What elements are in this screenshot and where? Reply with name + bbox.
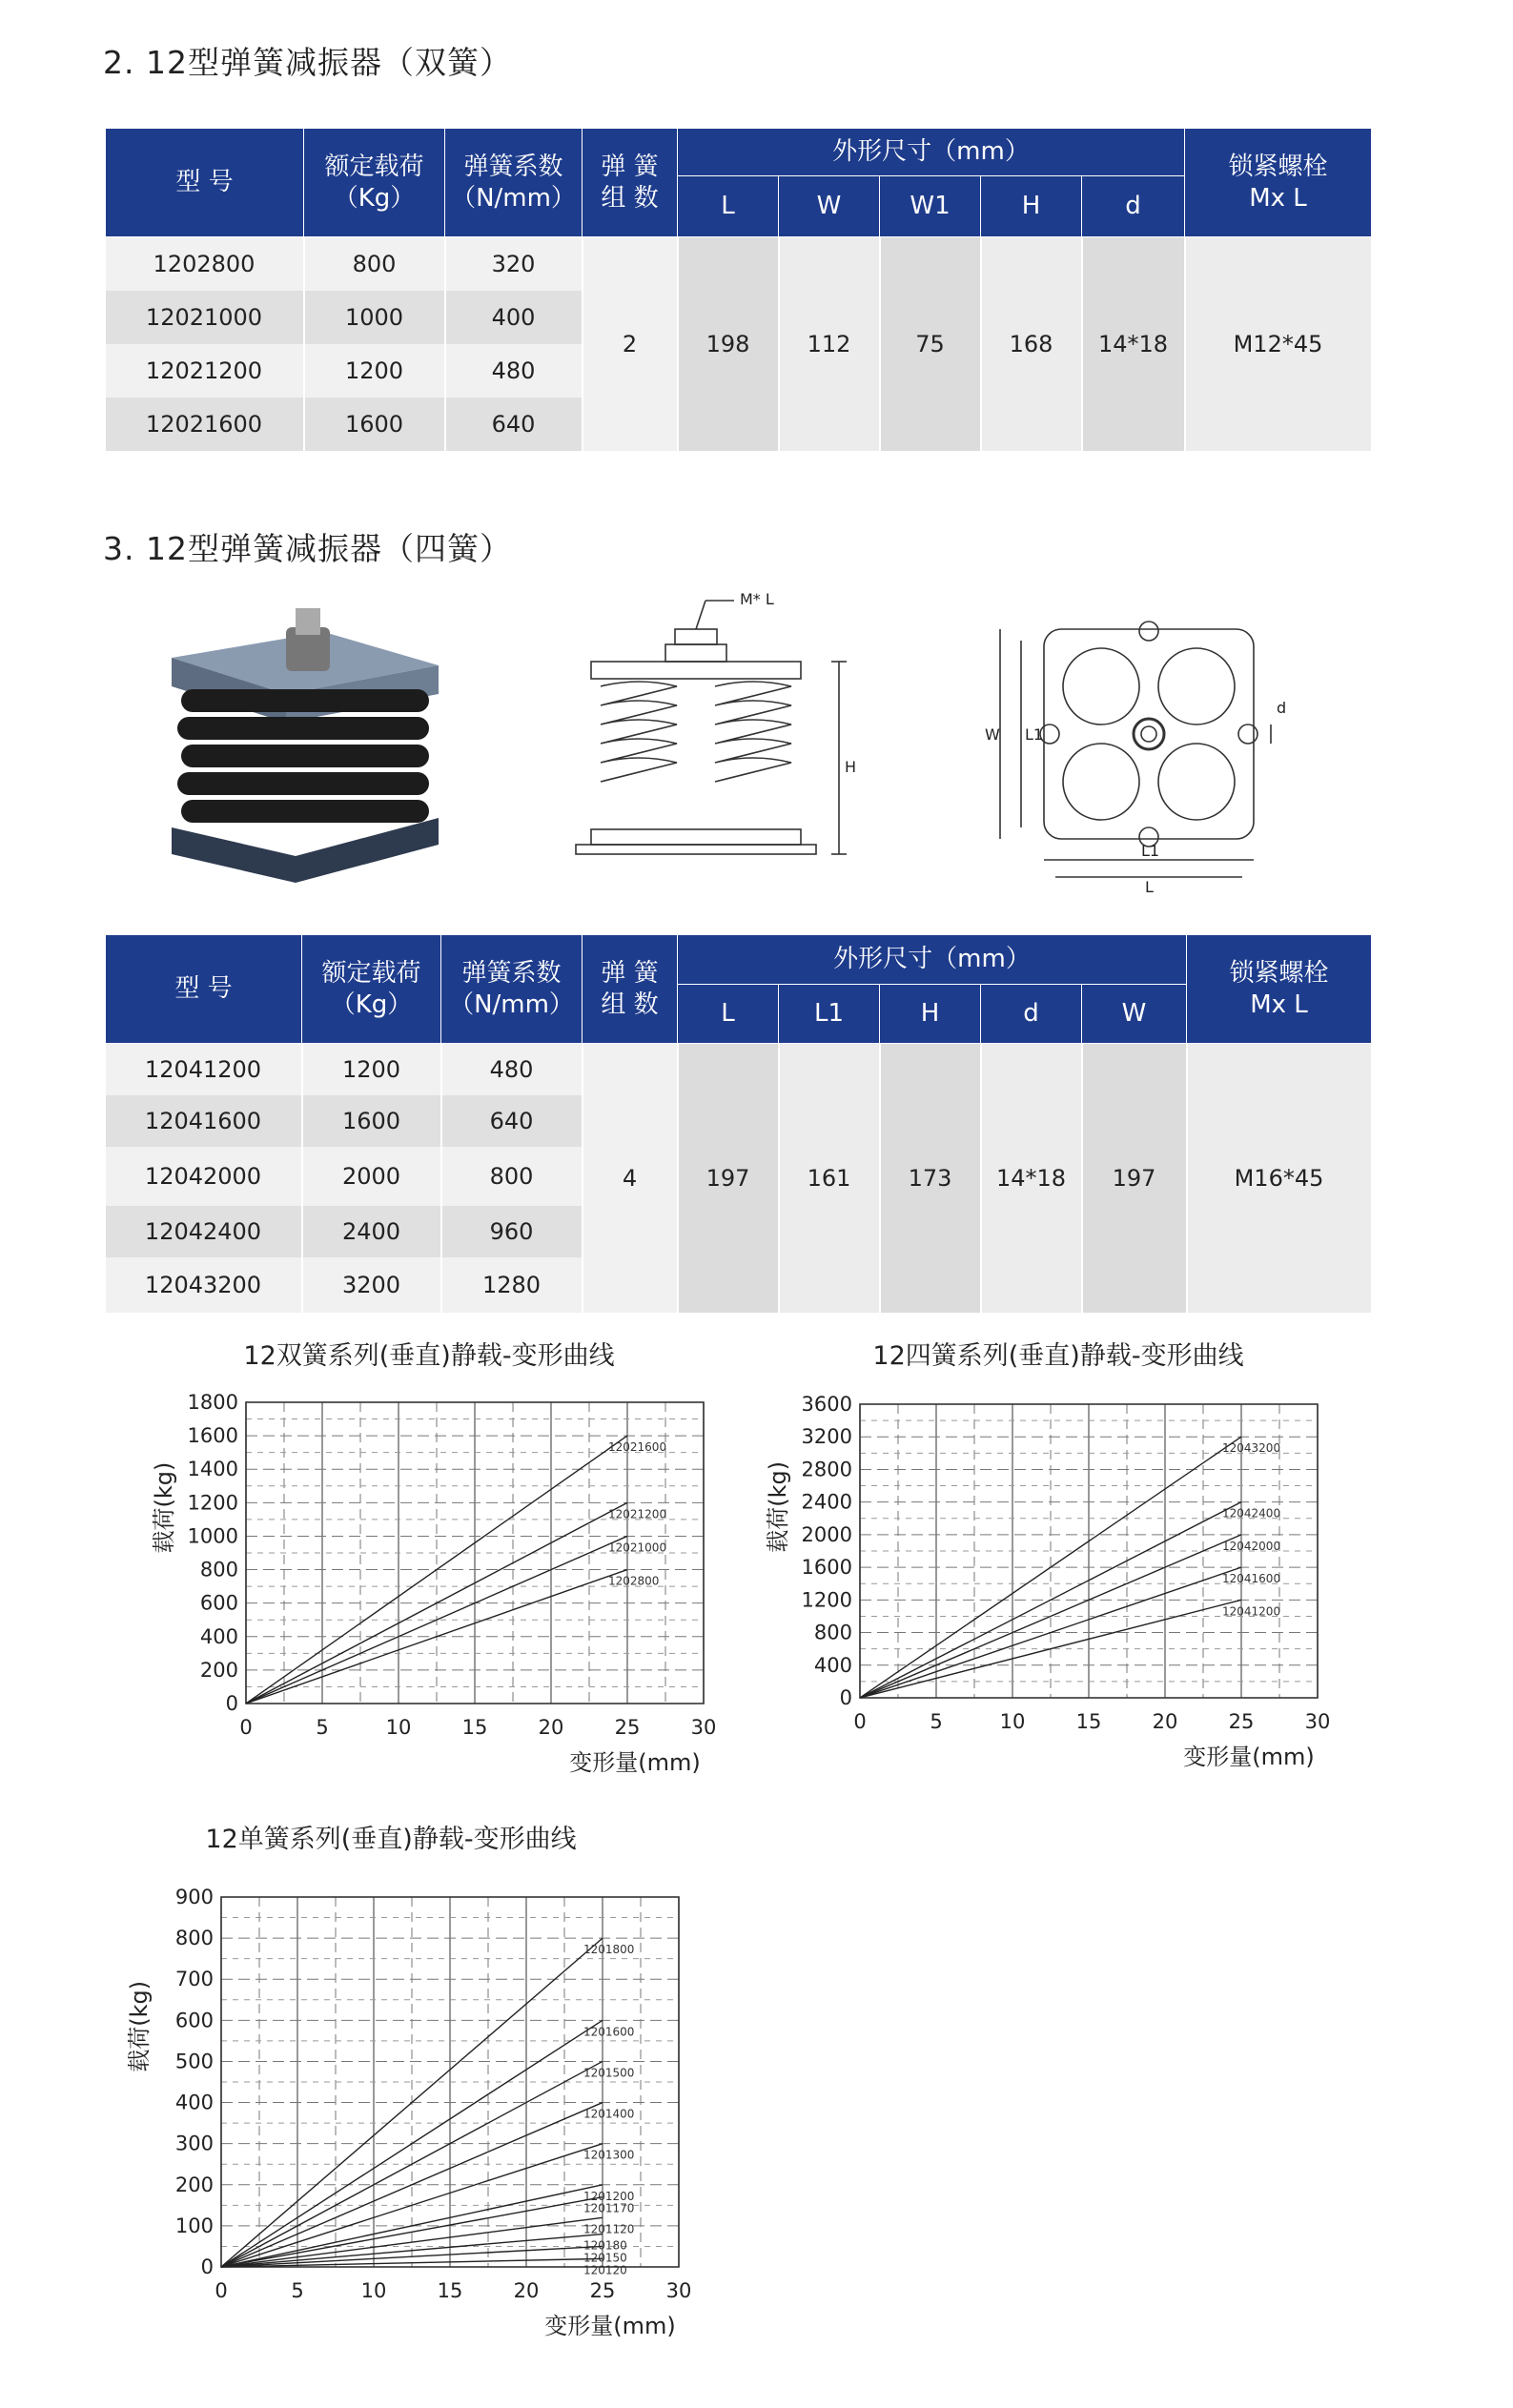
group-header: 弹 簧 组 数: [583, 935, 678, 1044]
rate-cell: 1280: [441, 1257, 583, 1313]
y-tick-label: 500: [174, 2050, 214, 2073]
model-cell: 12042000: [106, 1147, 302, 1206]
x-tick-label: 30: [665, 2279, 692, 2302]
series-label: 12042000: [1222, 1539, 1281, 1553]
x-tick-label: 15: [461, 1716, 488, 1739]
y-axis-label: 载荷(kg): [126, 1980, 153, 2072]
model-cell: 12021600: [106, 398, 304, 451]
x-tick-label: 5: [930, 1710, 943, 1733]
single-spring-chart: [114, 1811, 725, 2374]
model-cell: 12021000: [106, 291, 304, 344]
bolt-header: [1185, 129, 1372, 237]
load-header-label: 额定载荷: [321, 959, 421, 988]
y-tick-label: 900: [174, 1886, 214, 1908]
model-cell: 1202800: [106, 237, 304, 291]
section2-spec-table: [105, 128, 1373, 451]
y-tick-label: 0: [200, 2255, 214, 2278]
model-cell: 12041200: [106, 1044, 302, 1095]
y-tick-label: 1400: [187, 1458, 238, 1481]
y-tick-label: 3600: [801, 1393, 852, 1416]
load-cell: 1600: [302, 1095, 441, 1147]
load-cell: 1200: [304, 344, 445, 398]
l1-side-label: L1: [1025, 725, 1044, 744]
y-tick-label: 400: [174, 2091, 214, 2114]
load-header: [304, 129, 445, 237]
series-label: 1202800: [608, 1574, 660, 1588]
dim-col-header: L: [678, 176, 779, 237]
bolt-header: [1187, 935, 1372, 1044]
dim-col-header: W1: [880, 176, 981, 237]
model-header: 型 号: [106, 935, 302, 1044]
rate-header-unit: （N/mm）: [451, 183, 576, 213]
model-cell: 12021200: [106, 344, 304, 398]
spring-coils: [177, 689, 429, 823]
load-header-unit: （Kg）: [330, 990, 413, 1019]
y-tick-label: 2000: [801, 1522, 852, 1546]
x-tick-label: 25: [589, 2279, 616, 2302]
y-tick-label: 600: [174, 2009, 214, 2032]
rate-header: [441, 935, 583, 1044]
dim-col-header: d: [1082, 176, 1185, 237]
group-cell: 4: [583, 1044, 678, 1313]
load-cell: 1600: [304, 398, 445, 451]
dim-cell: 112: [779, 237, 880, 451]
rate-cell: 400: [445, 291, 583, 344]
y-tick-label: 1600: [801, 1556, 852, 1580]
y-axis-label: 载荷(kg): [765, 1460, 791, 1553]
x-tick-label: 15: [1075, 1710, 1102, 1733]
x-tick-label: 25: [614, 1716, 641, 1739]
series-label: 12043200: [1222, 1441, 1281, 1456]
bolt-header-sub: Mx L: [1249, 183, 1307, 213]
x-axis-label: 变形量(mm): [544, 2313, 676, 2339]
y-tick-label: 0: [225, 1692, 238, 1715]
section3-spec-table: [105, 934, 1373, 1313]
dim-col-header: W: [1082, 985, 1187, 1044]
dim-cell: 75: [880, 237, 981, 451]
x-tick-label: 10: [999, 1710, 1026, 1733]
y-tick-label: 800: [199, 1558, 238, 1582]
d-label: d: [1277, 699, 1287, 717]
x-tick-label: 10: [385, 1716, 412, 1739]
series-label: 12041600: [1222, 1572, 1281, 1586]
double-spring-chart: [143, 1330, 734, 1787]
load-cell: 2000: [302, 1147, 441, 1206]
y-tick-label: 600: [199, 1591, 238, 1615]
w-label: W: [985, 725, 1000, 744]
series-label: 120150: [583, 2251, 627, 2265]
series-label: 12042400: [1222, 1506, 1281, 1520]
table-row: [106, 237, 1372, 291]
series-label: 1201800: [583, 1943, 635, 1957]
chart-title: 12四簧系列(垂直)静载-变形曲线: [872, 1341, 1244, 1371]
dim-col-header: L1: [779, 985, 880, 1044]
x-axis-label: 变形量(mm): [1183, 1744, 1315, 1770]
bolt-header-sub: Mx L: [1250, 990, 1308, 1019]
bolt-header-label: 锁紧螺栓: [1229, 959, 1329, 988]
rate-header-label: 弹簧系数: [461, 959, 562, 988]
rate-cell: 640: [441, 1095, 583, 1147]
model-cell: 12043200: [106, 1257, 302, 1313]
series-label: 12021600: [608, 1440, 667, 1455]
dim-cell: 14*18: [1082, 237, 1185, 451]
series-label: 120180: [583, 2238, 627, 2253]
dim-col-header: H: [880, 985, 981, 1044]
rate-header-label: 弹簧系数: [463, 153, 563, 181]
series-label: 12041200: [1222, 1604, 1281, 1619]
bolt-cell: M16*45: [1187, 1044, 1372, 1313]
model-header: 型 号: [106, 129, 304, 237]
chart-title: 12双簧系列(垂直)静载-变形曲线: [243, 1341, 615, 1371]
model-cell: 12041600: [106, 1095, 302, 1147]
rate-cell: 800: [441, 1147, 583, 1206]
x-tick-label: 20: [1152, 1710, 1178, 1733]
y-tick-label: 1600: [187, 1424, 238, 1448]
dim-cell: 168: [981, 237, 1082, 451]
y-tick-label: 1000: [187, 1524, 238, 1548]
y-axis-label: 载荷(kg): [151, 1461, 177, 1554]
series-label: 1201200: [583, 2189, 635, 2203]
dim-cell: 197: [1082, 1044, 1187, 1313]
dims-header: 外形尺寸（mm）: [678, 129, 1185, 176]
l-label: L: [1145, 878, 1154, 896]
rate-header-unit: （N/mm）: [449, 990, 574, 1019]
load-cell: 3200: [302, 1257, 441, 1313]
x-tick-label: 0: [239, 1716, 253, 1739]
product-photo: [153, 599, 458, 904]
front-elevation-drawing: [562, 582, 877, 887]
section2-heading: 2. 12型弹簧减振器（双簧）: [103, 44, 512, 81]
x-tick-label: 10: [360, 2279, 387, 2302]
series-label: 12021000: [608, 1541, 667, 1555]
series-label: 12021200: [608, 1507, 667, 1521]
y-tick-label: 800: [174, 1927, 214, 1950]
dim-cell: 197: [678, 1044, 779, 1313]
x-tick-label: 30: [690, 1716, 717, 1739]
x-axis-label: 变形量(mm): [569, 1749, 701, 1776]
y-tick-label: 2400: [801, 1490, 852, 1514]
load-cell: 1200: [302, 1044, 441, 1095]
x-tick-label: 30: [1304, 1710, 1331, 1733]
x-tick-label: 20: [513, 2279, 540, 2302]
bolt-label: M* L: [740, 590, 774, 608]
x-tick-label: 5: [291, 2279, 304, 2302]
y-tick-label: 2800: [801, 1458, 852, 1481]
series-label: 1201500: [583, 2066, 635, 2080]
x-tick-label: 5: [316, 1716, 329, 1739]
series-label: 120120: [583, 2263, 627, 2277]
dim-cell: 198: [678, 237, 779, 451]
y-tick-label: 800: [813, 1621, 852, 1644]
rate-cell: 480: [445, 344, 583, 398]
y-tick-label: 100: [174, 2214, 214, 2237]
rate-cell: 480: [441, 1044, 583, 1095]
top-view-drawing: [968, 610, 1311, 896]
series-label: 1201600: [583, 2025, 635, 2039]
y-tick-label: 300: [174, 2132, 214, 2155]
dim-cell: 173: [880, 1044, 981, 1313]
rate-cell: 320: [445, 237, 583, 291]
series-label: 1201400: [583, 2107, 635, 2121]
y-tick-label: 700: [174, 1968, 214, 1991]
rate-cell: 960: [441, 1206, 583, 1257]
height-label: H: [845, 758, 857, 776]
x-tick-label: 20: [538, 1716, 564, 1739]
group-cell: 2: [583, 237, 678, 451]
quad-spring-chart: [753, 1330, 1344, 1787]
dim-col-header: W: [779, 176, 880, 237]
x-tick-label: 25: [1228, 1710, 1255, 1733]
dim-col-header: d: [981, 985, 1082, 1044]
rate-cell: 640: [445, 398, 583, 451]
section3-heading: 3. 12型弹簧减振器（四簧）: [103, 530, 512, 567]
dims-header: 外形尺寸（mm）: [678, 935, 1187, 985]
load-cell: 1000: [304, 291, 445, 344]
model-cell: 12042400: [106, 1206, 302, 1257]
chart-title: 12单簧系列(垂直)静载-变形曲线: [205, 1825, 577, 1854]
rate-header: [445, 129, 583, 237]
x-tick-label: 15: [437, 2279, 463, 2302]
series-label: 1201170: [583, 2201, 635, 2215]
y-tick-label: 200: [199, 1658, 238, 1682]
y-tick-label: 0: [839, 1686, 852, 1709]
y-tick-label: 1200: [187, 1491, 238, 1515]
dim-col-header: L: [678, 985, 779, 1044]
x-tick-label: 0: [853, 1710, 867, 1733]
y-tick-label: 1800: [187, 1391, 238, 1414]
y-tick-label: 1200: [801, 1588, 852, 1612]
dim-cell: 14*18: [981, 1044, 1082, 1313]
load-cell: 2400: [302, 1206, 441, 1257]
dim-col-header: H: [981, 176, 1082, 237]
dim-cell: 161: [779, 1044, 880, 1313]
y-tick-label: 200: [174, 2173, 214, 2196]
table-row: [106, 1044, 1372, 1095]
x-tick-label: 0: [215, 2279, 228, 2302]
y-tick-label: 3200: [801, 1425, 852, 1449]
y-tick-label: 400: [199, 1624, 238, 1648]
load-cell: 800: [304, 237, 445, 291]
load-header-unit: （Kg）: [333, 183, 416, 213]
load-header: [302, 935, 441, 1044]
bolt-cell: M12*45: [1185, 237, 1372, 451]
series-label: 1201120: [583, 2222, 635, 2236]
load-header-label: 额定载荷: [324, 153, 424, 181]
series-label: 1201300: [583, 2148, 635, 2162]
bolt-header-label: 锁紧螺栓: [1228, 153, 1328, 181]
group-header: 弹 簧 组 数: [583, 129, 678, 237]
l1-bottom-label: L1: [1141, 842, 1160, 860]
y-tick-label: 400: [813, 1653, 852, 1677]
